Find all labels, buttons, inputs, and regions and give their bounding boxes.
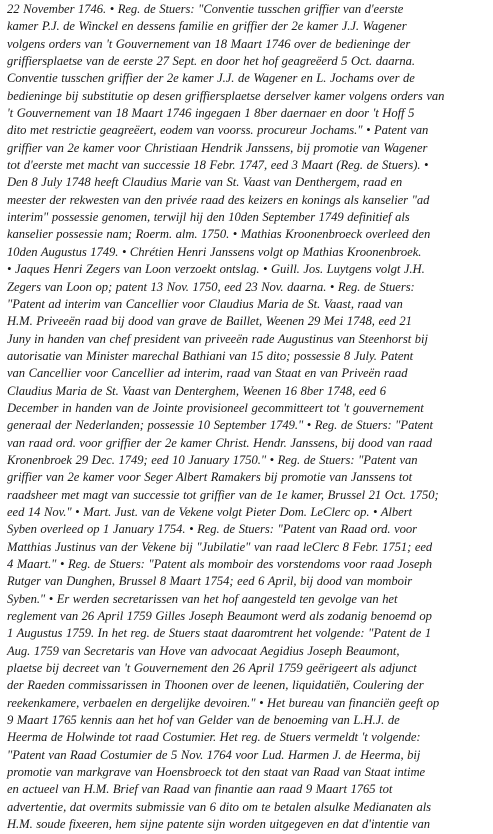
text-line: reekenkamere, verbaelen en dergelijke devoiren." • Het bureau van financiën geeft op <box>7 695 440 710</box>
document-body <box>7 1 487 834</box>
text-line: der Raeden commissarissen in Thoonen over de leenen, liquidatiën, Coulering der <box>7 678 424 693</box>
text-line: griffiersplaetse van de eerste 27 Sept. en door het hof geagreëerd 5 Oct. daarna. <box>7 54 415 69</box>
text-line: 22 November 1746. • Reg. de Stuers: "Conventie tusschen griffier van d'eerste <box>7 2 404 16</box>
text-line: plaetse bij decreet van 't Gouvernement den 26 April 1759 geërigeert als adjunct <box>7 661 417 676</box>
text-line: generaal der Nederlanden; possessie 10 September 1749." • Reg. de Stuers: "Patent <box>7 418 433 433</box>
text-line: raadsheer met magt van successie tot griffier van de 1e kamer, Brussel 21 Oct. 1750; <box>7 487 439 502</box>
text-line: 't Gouvernement van 18 Maart 1746 ingegaen 1 8ber daernaer en door 't Hoff 5 <box>7 106 415 121</box>
text-line: Kronenbroek 29 Dec. 1749; eed 10 January 1750." • Reg. de Stuers: "Patent van <box>7 452 418 467</box>
text-line: autorisatie van Minister marechal Bathiani van 15 dito; possessie 8 July. Patent <box>7 348 414 363</box>
text-line: 1 Augustus 1759. In het reg. de Stuers staat daaromtrent het volgende: "Patent de 1 <box>7 626 432 641</box>
text-line: volgens orders van 't Gouvernement van 18 Maart 1746 over de bedieninge der <box>7 36 411 51</box>
text-line: van Cancellier voor Cancellier ad interim, raad van Staat en van Priveën raad <box>7 366 408 381</box>
text-line: Syben overleed op 1 January 1754. • Reg. de Stuers: "Patent van Raad ord. voor <box>7 522 417 537</box>
text-line: kanselier possessie nam; Roerm. alm. 1750. • Mathias Kroonenbroeck overleed den <box>7 227 431 242</box>
text-line: Aug. 1759 van Secretaris van Hove van advocaat Aegidius Joseph Beaumont, <box>7 643 400 658</box>
text-line: H.M. Priveeën raad bij dood van grave de Baillet, Weenen 29 Mei 1748, eed 21 <box>7 314 412 329</box>
text-line: promotie van markgrave van Hoensbroeck tot den staat van Raad van Staat intime <box>7 765 426 780</box>
text-line: advertentie, dat overmits submissie van 6 dito om te betalen alsulke Medianaten als <box>7 799 432 814</box>
text-line: 9 Maart 1765 kennis aan het hof van Gelder van de benoeming van L.H.J. de <box>7 713 400 728</box>
text-line: kamer P.J. de Winckel en dessens familie en griffier der 2e kamer J.J. Wagener <box>7 19 407 34</box>
text-line: • Jaques Henri Zegers van Loon verzoekt ontslag. • Guill. Jos. Luytgens volgt J.H. <box>7 262 425 277</box>
text-line: Rutger van Dunghen, Brussel 8 Maart 1754; eed 6 April, bij dood van momboir <box>7 574 413 589</box>
text-line: December in handen van de Jointe provisioneel gecommitteert tot 't gouvernement <box>7 400 424 415</box>
text-line: eed 14 Nov." • Mart. Just. van de Vekene volgt Pieter Dom. LeClerc op. • Albert <box>7 504 412 519</box>
text-line: Conventie tusschen griffier der 2e kamer J.J. de Wagener en L. Jochams over de <box>7 71 415 86</box>
text-line: 10den Augustus 1749. • Chrétien Henri Janssens volgt op Mathias Kroonenbroek. <box>7 244 422 259</box>
text-line: Matthias Justinus van der Vekene bij "Jubilatie" van raad leClerc 8 Febr. 1751; eed <box>7 539 433 554</box>
text-line: en actueel van H.M. Brief van Raad van finantie aan raad 9 Maart 1765 tot <box>7 782 393 797</box>
text-line: Juny in handen van chef president van priveeën rade Augustinus van Steenhorst bij <box>7 331 428 346</box>
text-line: tot d'eerste met macht van successie 18 Febr. 1747, eed 3 Maart (Reg. de Stuers). • <box>7 158 429 173</box>
text-line: Zegers van Loon op; patent 13 Nov. 1750, eed 23 Nov. daarna. • Reg. de Stuers: <box>7 279 415 294</box>
text-line: 4 Maart." • Reg. de Stuers: "Patent als momboir des vorstendoms voor raad Joseph <box>7 557 432 571</box>
text-line: bedieninge bij substitutie op desen griffiersplaetse derselver kamer volgens orders van <box>7 88 445 103</box>
text-line: griffier van 2e kamer voor Seger Albert Ramakers bij promotie van Janssens tot <box>7 470 413 485</box>
text-line: meester der rekwesten van den privée raad des keizers en konings als kanselier "ad <box>7 192 430 207</box>
text-line: Den 8 July 1748 heeft Claudius Marie van St. Vaast van Denthergem, raad en <box>7 175 403 190</box>
text-line: Heerma de Holwinde tot raad Costumier. Het reg. de Stuers vermeldt 't volgende: <box>7 730 421 745</box>
text-line: "Patent ad interim van Cancellier voor Claudius Maria de St. Vaast, raad van <box>7 296 403 311</box>
text-line: H.M. soude fixeeren, hem sijne patente sijn worden uitgegeven en dat d'intentie van <box>7 817 430 832</box>
text-line: dito met restrictie geagreëert, eodem van voorss. procureur Jochams." • Patent van <box>7 123 429 138</box>
text-line: griffier van 2e kamer voor Christiaan Hendrik Janssens, bij promotie van Wagener <box>7 140 428 155</box>
text-line: Syben." • Er werden secretarissen van het hof aangesteld ten gevolge van het <box>7 591 398 606</box>
text-line: Claudius Maria de St. Vaast van Denterghem, Weenen 16 8ber 1748, eed 6 <box>7 383 386 398</box>
text-line: interim" possessie genomen, terwijl hij den 10den September 1749 definitief als <box>7 210 410 225</box>
text-line: van raad ord. voor griffier der 2e kamer Christ. Hendr. Janssens, bij dood van raad <box>7 435 432 450</box>
text-line: reglement van 26 April 1759 Gilles Joseph Beaumont werd als zodanig benoemd op <box>7 609 432 624</box>
text-line: "Patent van Raad Costumier de 5 Nov. 1764 voor Lud. Harmen J. de Heerma, bij <box>7 747 421 762</box>
